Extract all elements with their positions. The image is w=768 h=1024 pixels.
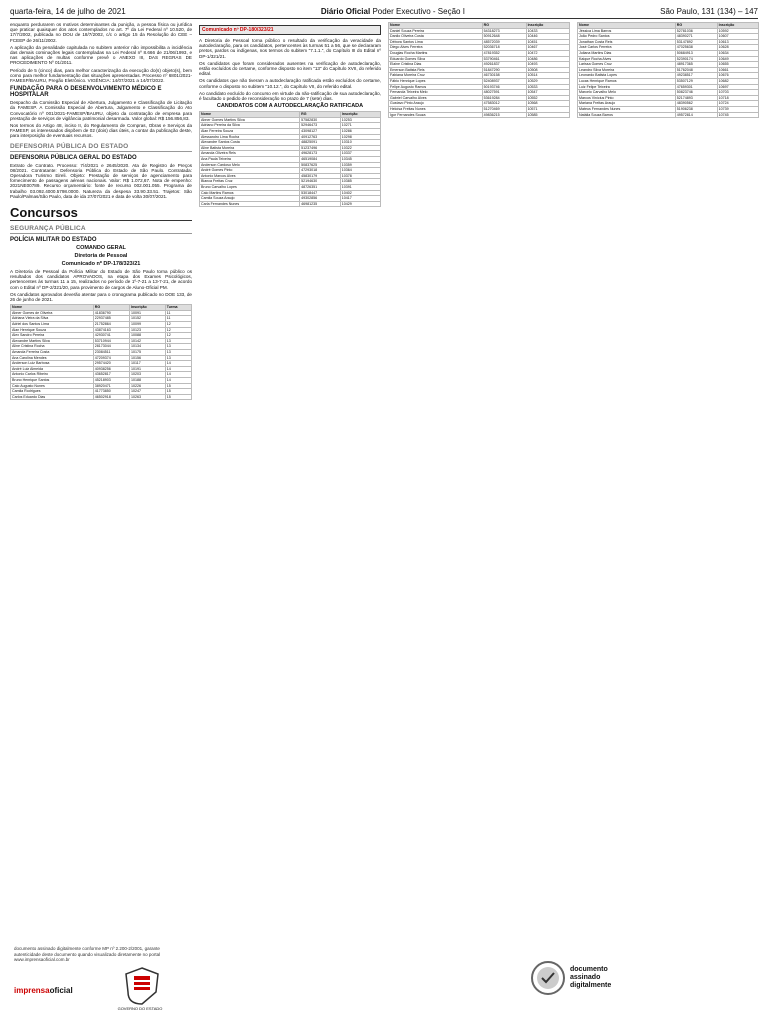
table-cell: 15 xyxy=(165,383,191,389)
table-cell: 10156 xyxy=(129,355,165,361)
table-cell: Heloísa Freitas Nunes xyxy=(389,106,483,112)
table-cell: Leonardo Batista Lopes xyxy=(578,73,676,79)
table-cell: 10585 xyxy=(526,112,569,118)
table-cell: 43098127 xyxy=(300,129,341,135)
table-cell: 10493 xyxy=(526,62,569,68)
table-cell: 10253 xyxy=(340,117,380,123)
table-cell: 10175 xyxy=(129,350,165,356)
table-cell: 10091 xyxy=(129,310,165,316)
table-cell: Carlos Eduardo Dias xyxy=(11,394,94,400)
table-cell: 10676 xyxy=(717,73,758,79)
table-cell: 48726351 xyxy=(300,184,341,190)
table-cell: Diego Alves Ferreira xyxy=(389,45,483,51)
table-cell: 14 xyxy=(165,372,191,378)
org-subtitle: Diretoria de Pessoal xyxy=(74,253,128,260)
comunicado-title: Comunicado nº DP-178/323/21 xyxy=(61,261,141,268)
table-cell: 10298 xyxy=(340,134,380,140)
table-cell: 49628173 xyxy=(300,151,341,157)
table-cell: 49836215 xyxy=(482,112,526,118)
section-title: DEFENSORIA PÚBLICA DO ESTADO xyxy=(10,143,192,152)
table-cell: 49302856 xyxy=(300,196,341,202)
table-cell: Carla Fernandes Nunes xyxy=(200,201,300,207)
table-cell: 52194630 xyxy=(300,179,341,185)
table-cell: 48572039 xyxy=(482,39,526,45)
table-cell: 10486 xyxy=(526,56,569,62)
table-cell: 10364 xyxy=(340,168,380,174)
section-title: SEGURANÇA PÚBLICA xyxy=(10,225,192,234)
paragraph: Os candidatos que foram considerados ausentes na verificação de autodeclaração, estão excluídos do certame, conforme disposto no item "13" do Capítulo XVII, do referido edital. xyxy=(199,60,381,77)
table-cell: Marcelo Carvalho Melo xyxy=(578,90,676,96)
table-cell: 10661 xyxy=(717,67,758,73)
table-cell: Elaine Cristina Dias xyxy=(389,62,483,68)
table-cell: Mateus Fernandes Nunes xyxy=(578,106,676,112)
table-cell: 10552 xyxy=(526,95,569,101)
table-cell: 51847290 xyxy=(482,67,526,73)
table-cell: 10417 xyxy=(340,196,380,202)
table-cell: Abner Gomes Martins Silva xyxy=(200,117,300,123)
table-cell: Jonathan Costa Reis xyxy=(578,39,676,45)
table-cell: Caio Martins Ramos xyxy=(200,190,300,196)
ratified-table xyxy=(199,111,381,207)
section-subtitle: POLÍCIA MILITAR DO ESTADO xyxy=(10,237,97,244)
header-place: São Paulo, 131 (134) – 147 xyxy=(660,6,758,16)
table-cell: 10088 xyxy=(129,333,165,339)
stamp-line: digitalmente xyxy=(570,982,612,989)
col-header: Nome xyxy=(578,23,676,29)
table-cell: 40912763 xyxy=(300,134,341,140)
col-header: Nome xyxy=(389,23,483,29)
table-cell: 46730158 xyxy=(482,73,526,79)
col-header: RG xyxy=(300,112,341,118)
table-cell: 53147892 xyxy=(675,39,717,45)
stamp-line: assinado xyxy=(570,974,601,981)
paragraph: Nos termos do Artigo 48, inciso II, do Regulamento de Compras, Obras e Serviços da FAMESP, os interessados dispõem de 02 (dois) dias úteis, a contar da publicação deste, para interposição de eventuais recursos. xyxy=(10,123,192,139)
table-cell: 11 xyxy=(165,316,191,322)
table-cell: 10402 xyxy=(340,190,380,196)
table-cell: 53507129 xyxy=(675,78,717,84)
table-cell: Aline Cristina Rocha xyxy=(11,344,94,350)
table-cell: 23084511 xyxy=(93,350,129,356)
table-cell: 49572814 xyxy=(675,112,717,118)
paragraph: Extrato de Contrato. Processo: 7/4/2021 e 2645/2020. Ata de Registro de Preços 08/2021. Contratante: Defensoria Pública do Estado de São Paulo. Contratada: Operadora Turismo Eireli. Objeto: Prestação de serviços de agenciamento para fornecimento de passagens aéreas nacionais. Valor: R$ 1.072,67. Nota de empenho: 2021NE00789. Recurso orçamentário: fonte de recurso 002.001.055. Programa de trabalho 03.092.4000.5798.0000. Natureza da despesa 33.90.33.51. Trajetos: São Paulo/Palmas/São Paulo, data de ida 27/07/2021 e data de volta 30/07/2021. xyxy=(10,162,192,199)
table-cell: 10117 xyxy=(129,361,165,367)
table-row xyxy=(389,112,570,118)
table-cell: 15 xyxy=(165,394,191,400)
table-cell: 14 xyxy=(165,361,191,367)
table-cell: Lucas Henrique Ramos xyxy=(578,78,676,84)
concursos-heading: Concursos xyxy=(10,205,192,221)
table-cell: 41773850 xyxy=(93,389,129,395)
table-cell: 45218903 xyxy=(93,378,129,384)
table-cell: Ana Paula Teixeira xyxy=(200,156,300,162)
table-cell: 10337 xyxy=(340,151,380,157)
table-cell: 10322 xyxy=(340,145,380,151)
table-cell: 22937485 xyxy=(93,316,129,322)
col-header: RG xyxy=(482,23,526,29)
table-cell: 10433 xyxy=(526,28,569,34)
table-cell: Alex Sandro Pereira xyxy=(11,333,94,339)
column-2 xyxy=(199,22,381,940)
table-cell: 48390562 xyxy=(675,101,717,107)
table-cell: 10391 xyxy=(340,184,380,190)
table-cell: 51270469 xyxy=(482,106,526,112)
table-cell: 10718 xyxy=(717,95,758,101)
page-footer xyxy=(10,946,758,1016)
table-cell: 10385 xyxy=(340,179,380,185)
table-cell: Adriano Pereira da Silva xyxy=(200,123,300,129)
table-cell: 10099 xyxy=(129,322,165,328)
table-cell: 10634 xyxy=(717,50,758,56)
table-cell: 47025638 xyxy=(675,45,717,51)
table-cell: Danilo Oliveira Costa xyxy=(389,34,483,40)
table-cell: Amanda Ferreira Costa xyxy=(11,350,94,356)
paragraph: Os candidatos que não tiveram a autodeclaração ratificada estão excluídos do certame, conforme o disposto no subitem "10.12.", do Capítulo VII, do referido edital. xyxy=(199,78,381,89)
table-cell: 10226 xyxy=(129,383,165,389)
paragraph: Período de 5 (cinco) dias, para melhor caracterização da execução do(s) objeto(s), bem como para melhor fundamentação das situações apresentadas. Processo nº 6801/2021-FAMESP/BAURU, Pregão Eletrônico. VIGÊNCIA: 14/07/2021 a 14/07/2022. xyxy=(10,67,192,84)
table-cell: 10571 xyxy=(526,106,569,112)
table-cell: 10649 xyxy=(717,56,758,62)
table-cell: 10429 xyxy=(340,201,380,207)
table-cell: Larissa Gomes Cruz xyxy=(578,62,676,68)
table-cell: 52390174 xyxy=(675,56,717,62)
table-cell: 10123 xyxy=(129,327,165,333)
table-cell: Antonio Marcos Alves xyxy=(200,173,300,179)
table-cell: Caio Augusto Nunes xyxy=(11,383,94,389)
ratified-table-cont xyxy=(388,22,570,118)
table-cell: Antonio Carlos Ribeiro xyxy=(11,372,94,378)
table-cell: 10739 xyxy=(717,106,758,112)
comunicado-box: Comunicado nº DP-180/323/21 xyxy=(199,25,381,35)
table-cell: 10703 xyxy=(717,90,758,96)
table-cell: 13 xyxy=(165,355,191,361)
table-cell: 10345 xyxy=(340,156,380,162)
table-cell: 52036718 xyxy=(482,45,526,51)
col-header: RG xyxy=(675,23,717,29)
paragraph: A Diretoria de Pessoal da Polícia Militar do Estado de São Paulo torna público os resultados dos candidatos APROVADOS, na etapa dos Exames Psicológicos, pertencentes às turmas 11 a 15, realizados no período de 1º-7-21 a 13-7-21, de acordo com o Edital nº DP-2/321/20, para provimento de cargos de Aluno-Oficial PM. xyxy=(10,269,192,290)
table-cell: 54318273 xyxy=(482,28,526,34)
paragraph: Os candidatos aprovados deverão atentar para o cronograma publicado no DOE 133, de 26 de junho de 2021. xyxy=(10,291,192,303)
table-cell: 50823746 xyxy=(675,90,717,96)
table-cell: 42930741 xyxy=(93,333,129,339)
col-header: Nome xyxy=(11,305,94,311)
section-title: FUNDAÇÃO PARA O DESENVOLVIMENTO MÉDICO E HOSPITALAR xyxy=(10,86,162,99)
imprensa-oficial-logo: imprensaoficial xyxy=(14,986,73,995)
table-cell: 48390271 xyxy=(675,34,717,40)
table-cell: Bianca Freitas Cruz xyxy=(200,179,300,185)
table-cell: Luiz Felipe Teixeira xyxy=(578,84,676,90)
page-header xyxy=(10,4,758,19)
table-cell: 50912648 xyxy=(482,34,526,40)
table-cell: 48917365 xyxy=(675,62,717,68)
content-columns xyxy=(10,22,758,940)
table-cell: 12 xyxy=(165,333,191,339)
table-row xyxy=(11,394,192,400)
table-cell: 46519084 xyxy=(300,156,341,162)
table-cell: 49261837 xyxy=(482,62,526,68)
table-cell: Eduardo Gomes Silva xyxy=(389,56,483,62)
table-row xyxy=(578,112,759,118)
table-cell: Natália Souza Barros xyxy=(578,112,676,118)
table-cell: 14 xyxy=(165,366,191,372)
paragraph: Despacho da Comissão Especial de Abertura, Julgamento e Classificação de Licitação da FAMESP. A Comissão Especial de Abertura, Julgamento e Classificação do Ato Convocatório nº 001/2021-FAMESP/BAURU, objeto da contratação de empresa para prestação de serviços de vigilância patrimonial desarmada. Valor global: R$ 156.856,83. xyxy=(10,100,192,121)
table-cell: Fábio Henrique Lopes xyxy=(389,78,483,84)
header-journal: Diário Oficial Poder Executivo - Seção I xyxy=(320,6,465,16)
table-cell: 13 xyxy=(165,350,191,356)
table-cell: 10271 xyxy=(340,123,380,129)
table-cell: Débora Santos Lima xyxy=(389,39,483,45)
crest-label: GOVERNO DO ESTADO xyxy=(117,1006,163,1011)
table-cell: 47819352 xyxy=(482,50,526,56)
table-cell: Alessandro Lima Rocha xyxy=(200,134,300,140)
table-cell: 10247 xyxy=(129,389,165,395)
table-cell: 53018447 xyxy=(300,190,341,196)
table-cell: 40938256 xyxy=(93,366,129,372)
table-cell: Gabriel Carvalho Alves xyxy=(389,95,483,101)
col-header: Nome xyxy=(200,112,300,118)
signature-seal-icon xyxy=(530,960,566,996)
paragraph: A aplicação da penalidade capitulada no subitem anterior não impossibilita a incidência das demais cominações legais contempladas na Lei Federal nº 8.666 de 21/06/1993, e nas aplicações de multas conforme prevê o ANEXO III, DAS REGRAS DE PROCEDIMENTO Nº 01/2011. xyxy=(10,44,192,66)
state-crest-icon xyxy=(122,966,162,1006)
column-1 xyxy=(10,22,192,940)
table-cell: 53790461 xyxy=(482,56,526,62)
table-cell: 10451 xyxy=(526,39,569,45)
table-cell: Anderson Cardoso Melo xyxy=(200,162,300,168)
section-subtitle: DEFENSORIA PÚBLICA GERAL DO ESTADO xyxy=(10,154,137,161)
footer-text: documento assinado digitalmente conforme MP nº 2.200-2/2001, garante autenticidade deste documento quando visualizado diretamente no portal www.imprensaoficial.com.br xyxy=(14,946,161,962)
table-cell: Felipe Augusto Ramos xyxy=(389,84,483,90)
table-cell: 10568 xyxy=(526,101,569,107)
table-cell: 21752864 xyxy=(93,322,129,328)
table-cell: José Carlos Ferreira xyxy=(578,45,676,51)
table-cell: 10529 xyxy=(526,78,569,84)
table-cell: 11 xyxy=(165,310,191,316)
table-cell: Camila Souza Araujo xyxy=(200,196,300,202)
table-cell: 10682 xyxy=(717,78,758,84)
table-cell: Fernanda Teixeira Melo xyxy=(389,90,483,96)
table-cell: Abner Gomes de Oliveira xyxy=(11,310,94,316)
table-cell: 10188 xyxy=(129,378,165,384)
table-cell: 50837625 xyxy=(300,162,341,168)
table-cell: 47583012 xyxy=(482,101,526,107)
table-cell: 57582830 xyxy=(300,117,341,123)
table-cell: 10724 xyxy=(717,101,758,107)
header-date: quarta-feira, 14 de julho de 2021 xyxy=(10,6,126,16)
table-cell: 13 xyxy=(165,344,191,350)
table-cell: Adriel dos Santos Lima xyxy=(11,322,94,328)
table-cell: Camila Rodrigues xyxy=(11,389,94,395)
table-cell: 53710944 xyxy=(93,338,129,344)
table-cell: 10134 xyxy=(129,344,165,350)
table-cell: 50684913 xyxy=(675,50,717,56)
table-cell: André Luiz Almeida xyxy=(11,366,94,372)
table-cell: André Gomes Pinto xyxy=(200,168,300,174)
table-cell: Daniel Souza Pereira xyxy=(389,28,483,34)
table-cell: 10628 xyxy=(717,45,758,51)
org-title: COMANDO GERAL xyxy=(76,245,126,252)
table-cell: 52946473 xyxy=(300,123,341,129)
table-cell: Douglas Rocha Martins xyxy=(389,50,483,56)
table-cell: 10378 xyxy=(340,173,380,179)
digital-signature-stamp xyxy=(530,960,611,996)
table-cell: Emerson Batista Reis xyxy=(389,67,483,73)
results-table xyxy=(10,304,192,400)
table-cell: 46502918 xyxy=(93,394,129,400)
table-cell: 43874163 xyxy=(93,327,129,333)
table-cell: 38920471 xyxy=(93,383,129,389)
table-cell: 10592 xyxy=(717,28,758,34)
table-cell: 46981235 xyxy=(300,201,341,207)
table-cell: Jéssica Lima Barros xyxy=(578,28,676,34)
col-header: Inscrição xyxy=(526,23,569,29)
table-cell: Alan Ferreira Souza xyxy=(200,129,300,135)
table-cell: 12 xyxy=(165,322,191,328)
table-cell: 12 xyxy=(165,327,191,333)
table-cell: Juliana Martins Dias xyxy=(578,50,676,56)
table-cell: Gustavo Pinto Araujo xyxy=(389,101,483,107)
table-cell: 13 xyxy=(165,338,191,344)
table-cell: Ana Carolina Mendes xyxy=(11,355,94,361)
table-cell: 10467 xyxy=(526,45,569,51)
table-cell: 10310 xyxy=(340,140,380,146)
table-cell: Alan Henrique Souza xyxy=(11,327,94,333)
table-cell: 10152 xyxy=(129,316,165,322)
table-cell: 10508 xyxy=(526,67,569,73)
table-cell: Igor Fernandes Souza xyxy=(389,112,483,118)
table-cell: 10533 xyxy=(526,84,569,90)
table-cell: 47209374 xyxy=(93,355,129,361)
table-cell: Bruno Henrique Santos xyxy=(11,378,94,384)
column-3 xyxy=(388,22,570,940)
paragraph: enquanto perdurarem os motivos determinantes da punição, a pessoa física ou jurídica que praticar quaisquer dos atos contemplados no art. 7º da Lei Federal nº 10.520, de 17/7/2002, publicada no DOU de 18/7/2002, c/c o artigo 15 da Resolução do CEE – FCEEP de 26/11/2002. xyxy=(10,22,192,43)
stamp-line: documento xyxy=(570,966,608,973)
table-cell: 10472 xyxy=(526,50,569,56)
table-caption: CANDIDATOS COM A AUTODECLARAÇÃO RATIFICADA xyxy=(216,103,364,110)
table-cell: Mariana Freitas Araujo xyxy=(578,101,676,107)
table-cell: 51762048 xyxy=(675,67,717,73)
table-cell: Marcos Vinícius Pinto xyxy=(578,95,676,101)
table-cell: Leandro Silva Moreira xyxy=(578,67,676,73)
table-cell: 10514 xyxy=(526,73,569,79)
table-cell: Kaique Rocha Alves xyxy=(578,56,676,62)
table-cell: 52408937 xyxy=(482,78,526,84)
col-header: Inscrição xyxy=(129,305,165,311)
table-cell: 52781036 xyxy=(675,28,717,34)
col-header: Turma xyxy=(165,305,191,311)
table-cell: Amanda Oliveira Reis xyxy=(200,151,300,157)
table-cell: 52174893 xyxy=(675,95,717,101)
table-cell: 41836790 xyxy=(93,310,129,316)
table-cell: 15 xyxy=(165,389,191,395)
table-cell: Adriana Vieira da Silva xyxy=(11,316,94,322)
col-header: RG xyxy=(93,305,129,311)
table-cell: 10745 xyxy=(717,112,758,118)
table-cell: 10359 xyxy=(340,162,380,168)
table-cell: 45830179 xyxy=(300,173,341,179)
table-cell: 28173044 xyxy=(93,344,129,350)
table-cell: 10203 xyxy=(129,372,165,378)
table-cell: 51906238 xyxy=(675,106,717,112)
paragraph: Ao candidato excluído do concurso em virtude da não-ratificação de sua autodeclaração, é facultado o pedido de reconsideração no prazo de 7 (sete) dias. xyxy=(199,90,381,102)
table-cell: 14 xyxy=(165,378,191,384)
table-cell: 53619284 xyxy=(482,95,526,101)
table-cell: Alexandre Martins Silva xyxy=(11,338,94,344)
table-cell: Aline Batista Moreira xyxy=(200,145,300,151)
col-header: Inscrição xyxy=(717,23,758,29)
table-cell: 10655 xyxy=(717,62,758,68)
table-cell: 48027591 xyxy=(482,90,526,96)
paragraph: A Diretoria de Pessoal torna público o resultado da verificação da veracidade da autodeclaração, para os candidatos, pertencentes às turmas 51 a 56, que se declararam pretos, pardos ou indígenas, nos termos do subitem "7.1.1.", do Capítulo III do Edital nº DP-1/321/21. xyxy=(199,38,381,59)
table-cell: 50193746 xyxy=(482,84,526,90)
table-cell: 10263 xyxy=(129,394,165,400)
table-cell: Alexandre Santos Costa xyxy=(200,140,300,146)
table-cell: 10607 xyxy=(717,34,758,40)
table-cell: 10697 xyxy=(717,84,758,90)
table-cell: 10191 xyxy=(129,366,165,372)
ratified-table-cont xyxy=(577,22,759,118)
table-cell: 10142 xyxy=(129,338,165,344)
table-cell: 29574420 xyxy=(93,361,129,367)
table-cell: João Pedro Santos xyxy=(578,34,676,40)
col-header: Inscrição xyxy=(340,112,380,118)
table-row xyxy=(200,201,381,207)
table-cell: Fabiana Moreira Cruz xyxy=(389,73,483,79)
table-cell: 47293018 xyxy=(300,168,341,174)
table-cell: 10613 xyxy=(717,39,758,45)
table-cell: Anderson Luiz Barbosa xyxy=(11,361,94,367)
table-cell: 49238517 xyxy=(675,73,717,79)
table-cell: 10547 xyxy=(526,90,569,96)
table-cell: 47659301 xyxy=(675,84,717,90)
table-cell: 51237496 xyxy=(300,145,341,151)
table-cell: 10446 xyxy=(526,34,569,40)
table-cell: 43652817 xyxy=(93,372,129,378)
table-cell: 48825091 xyxy=(300,140,341,146)
column-4 xyxy=(577,22,759,940)
table-cell: Bruno Carvalho Lopes xyxy=(200,184,300,190)
table-cell: 10286 xyxy=(340,129,380,135)
